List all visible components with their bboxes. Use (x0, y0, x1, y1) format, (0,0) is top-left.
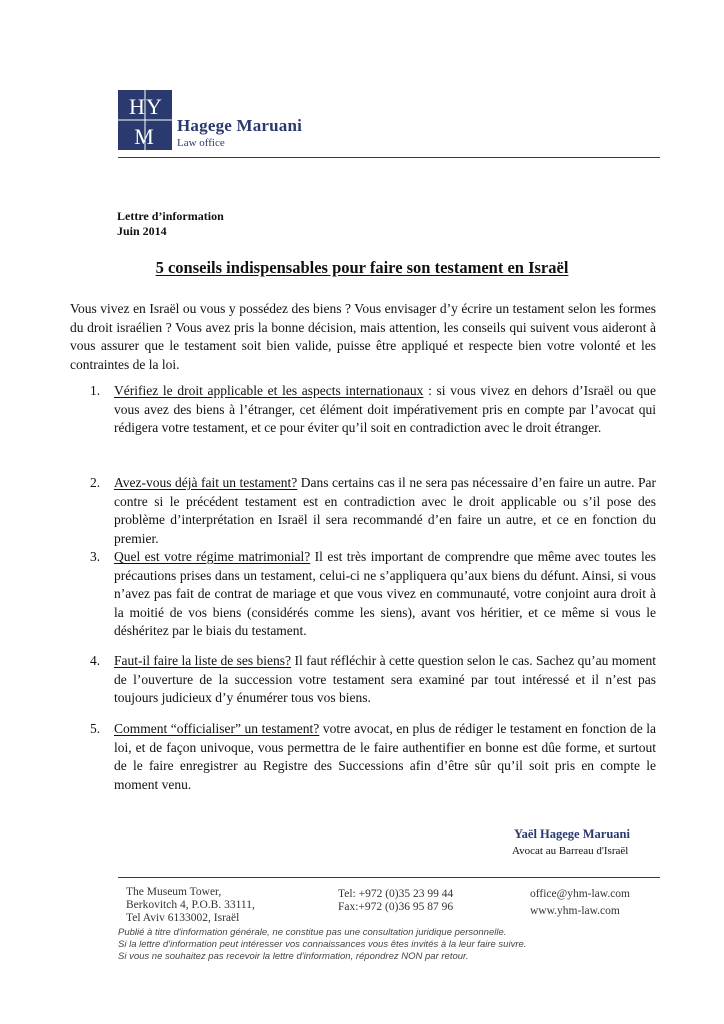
advice-body (114, 720, 656, 794)
page-title (0, 258, 724, 278)
signature-role: Avocat au Barreau d'Israël (512, 845, 629, 857)
advice-text: : si vous vivez en dehors d’Israël ou que vous avez des biens à l’étranger, cet élément doit impérativement pris en compte par l’avocat qui rédigera votre testament, et ce pour éviter qu’il soit en contradiction avec le droit étranger. (114, 383, 656, 435)
svg-text:H: H (129, 94, 145, 119)
footer-address (126, 886, 255, 925)
disclaimer-line: Publié à titre d'information générale, ne constitue pas une consultation juridique personnelle. (118, 927, 507, 938)
disclaimer-line: Si vous ne souhaitez pas recevoir la lettre d'information, répondrez NON par retour. (118, 951, 469, 962)
svg-text:Y: Y (146, 94, 162, 119)
advice-number: 1. (90, 383, 101, 398)
advice-item-5 (70, 720, 656, 794)
intro-paragraph: Vous vivez en Israël ou vous y possédez des biens ? Vous envisager d’y écrire un testament selon les formes du droit israélien ? Vous avez pris la bonne décision, mais attention, les conseils qui suivent vous aideront à vous assurer que le testament soit bien valide, puisse être appliqué et respecte bien votre volonté et les contraintes de la loi. (70, 301, 656, 372)
advice-body (114, 382, 656, 438)
advice-body (114, 652, 656, 708)
document-date: Juin 2014 (117, 224, 167, 238)
advice-number: 4. (90, 653, 101, 668)
header-divider (118, 157, 660, 158)
address-line: Berkovitch 4, P.O.B. 33111, (126, 899, 255, 911)
advice-text: Il faut réfléchir à cette question selon le cas. Sachez qu’au moment de l’ouverture de la succession votre testament sera examiné par tout intéressé et il n’est pas toujours judicieux d’y énumérer tous vos biens. (114, 653, 656, 705)
phone-number: Tel: +972 (0)35 23 99 44 (338, 888, 454, 900)
advice-text: votre avocat, en plus de rédiger le testament en fonction de la loi, et de façon univoque, vous permettra de le faire authentifier en bonne est dûe forme, et surtout de le faire enregistrer au Registre des Successions afin d’être sûr qu’il soit pris en compte le moment venu. (114, 721, 656, 792)
firm-logo-icon (118, 90, 172, 150)
advice-number: 3. (90, 549, 101, 564)
signature-name: Yaël Hagege Maruani (514, 827, 630, 841)
advice-number: 5. (90, 721, 101, 736)
letter-meta (117, 209, 224, 239)
advice-item-4 (70, 652, 656, 708)
advice-text: Dans certains cas il ne sera pas nécessaire d’en faire un autre. Par contre si le précédent testament est en contradiction avec le droit applicable ou s’il pose des problème d’interprétation en Israël il sera recommandé d’en faire un autre, et ce en fonction du premier. (114, 475, 656, 546)
advice-heading: Quel est votre régime matrimonial? (114, 549, 311, 564)
email-link[interactable]: office@yhm-law.com (530, 888, 631, 900)
document-type: Lettre d’information (117, 209, 224, 223)
advice-body (114, 548, 656, 641)
advice-heading: Faut-il faire la liste de ses biens? (114, 653, 292, 668)
advice-text: Il est très important de comprendre que même avec toutes les précautions prises dans un testament, celui-ci ne s’appliquera qu’aux biens du défunt. Ainsi, si vous n’avez pas fait de contrat de mariage et que vous vivez en communauté, votre conjoint aura droit à la moitié de vos biens (considérés comme les siens), avant vos héritier, et ce même si vous le déshéritez par le biais du testament. (114, 549, 656, 638)
advice-item-1 (70, 382, 656, 438)
title-text: 5 conseils indispensables pour faire son testament en Israël (155, 258, 569, 277)
footer-phones (338, 888, 453, 914)
advice-number: 2. (90, 475, 101, 490)
advice-heading: Comment “officialiser” un testament? (114, 721, 320, 736)
advice-item-3 (70, 548, 656, 641)
address-line: Tel Aviv 6133002, Israël (126, 912, 240, 924)
advice-body (114, 474, 656, 548)
advice-item-2 (70, 474, 656, 548)
footer-contact (530, 886, 630, 920)
disclaimer-line: Si la lettre d'information peut intéresser vos connaissances vous êtes invités à la leur faire suivre. (118, 939, 527, 950)
svg-text:M: M (134, 124, 154, 149)
website-link[interactable]: www.yhm-law.com (530, 905, 620, 917)
fax-number: Fax:+972 (0)36 95 87 96 (338, 901, 454, 913)
disclaimer (118, 927, 526, 963)
footer-divider (118, 877, 660, 878)
firm-subtitle: Law office (177, 137, 225, 149)
advice-heading: Vérifiez le droit applicable et les aspects internationaux (114, 383, 424, 398)
address-line: The Museum Tower, (126, 886, 222, 898)
firm-name: Hagege Maruani (177, 116, 303, 135)
advice-heading: Avez-vous déjà fait un testament? (114, 475, 298, 490)
